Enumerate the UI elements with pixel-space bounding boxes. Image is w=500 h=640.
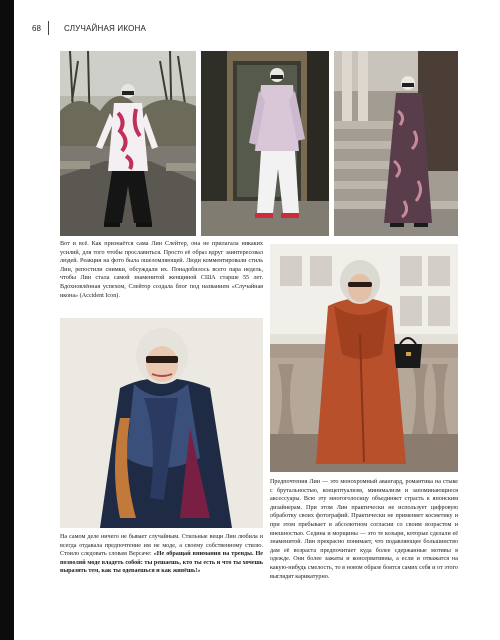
binding-spine <box>0 0 14 640</box>
page-number: 68 <box>32 24 41 33</box>
photo-steps-floral-dress <box>334 51 458 236</box>
photo-portrait-scarf-image <box>60 318 263 528</box>
article-paragraph-intro: Вот и всё. Как признаётся сама Лин Слейтер, она не прилагала никаких усилий, для того чтобы прославиться. Просто её образ вдруг заинтересовал людей. Реакция на фото была ошеломляющей. Люди комментировали стиль Лин, репостили снимки, обсуждали их. Понадобилось всего пара недель, чтобы Лин стала самой знаменитой женщиной США старше 55 лет. Вдохновлённая успехом, Слейтор создала блог под названием «Случайная икона» (Accident Icon). <box>60 241 263 299</box>
article-paragraph-versace-quote <box>60 533 263 576</box>
photo-portrait-scarf <box>60 318 263 528</box>
photo-doorway-lilac-shirt <box>201 51 329 236</box>
article-paragraph-versace-text: На самом деле ничего не бывает случайным. Стильные вещи Лин любила и всегда отдавала предпочтение им не моде, а своему собственному стилю. Стоило следовать словам Версаче: <box>60 534 263 558</box>
running-head: СЛУЧАЙНАЯ ИКОНА <box>64 24 147 33</box>
versace-quote: «Не обращай внимания на тренды. Не позволяй моде владеть собой: ты решаешь, кто ты есть и что ты хочешь выразить тем, как ты одеваешься и как живёшь!» <box>60 551 264 575</box>
photo-orange-coat-handbag <box>270 244 458 472</box>
photo-steps-floral-dress-image <box>334 51 458 236</box>
article-paragraph-preferences: Предпочтения Лин — это монохромный авангард, романтика на стыке с брутальностью, концептуализм, минимализм и запоминающиеся аксессуары. Всю эту многоголосицу объединяет страсть к японским дизайнерам. При этом Лин практически не использует цифровую обработку своих фотографий. Практически не применяет косметику и при этом пребывает в абсолютном согласии со своим возрастом и внешностью. Седина и морщины — это те козыри, которые сделали её знаменитой. Лин прекрасно понимает, что подавляющее большинство дам её возраста предпочитает куда более сдержанные мотивы в одежде. Они более зажаты и консервативны, а если и отважатся на какую-нибудь смелость, то в новом образе боятся самих себя и от этого выглядят карикатурно. <box>270 479 458 580</box>
photo-doorway-lilac-shirt-image <box>201 51 329 236</box>
header-divider <box>48 21 49 35</box>
photo-street-floral-coat <box>60 51 196 236</box>
photo-street-floral-coat-image <box>60 51 196 236</box>
photo-orange-coat-handbag-image <box>270 244 458 472</box>
